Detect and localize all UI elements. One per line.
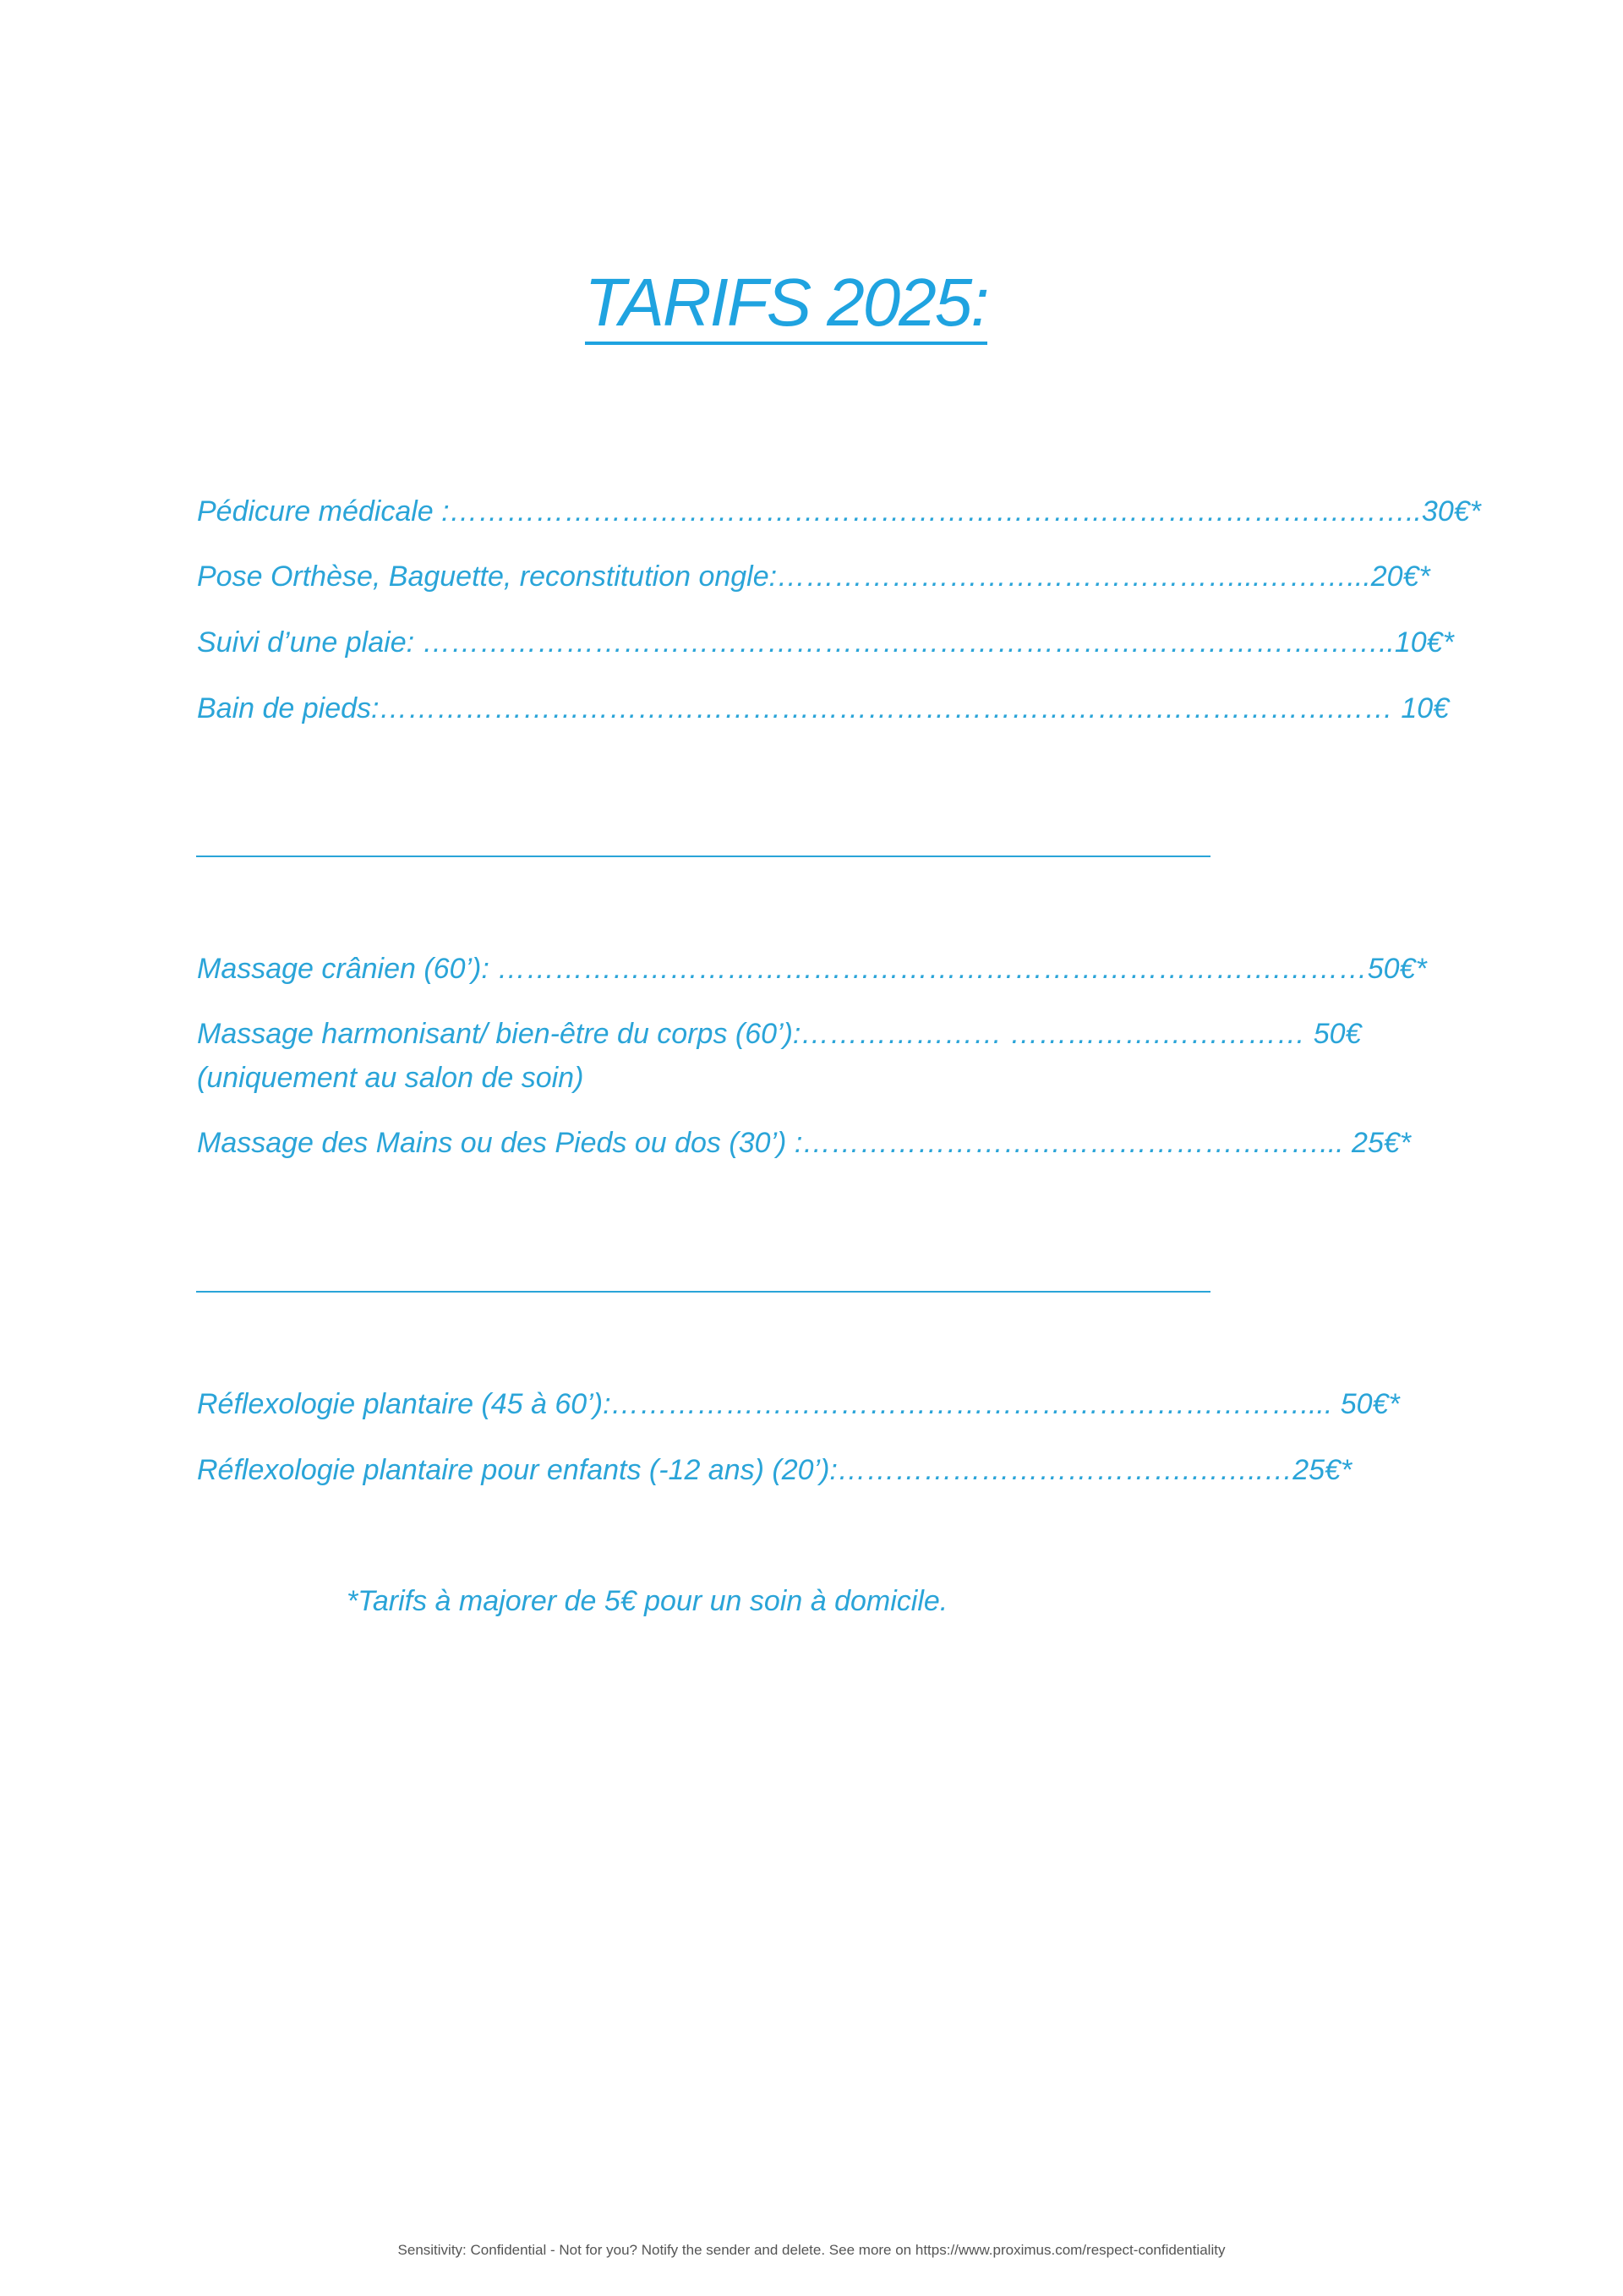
page-title [0,265,1572,345]
price-line-orthese: Pose Orthèse, Baguette, reconstitution ongle:…………………………………………...………...20€* [197,560,1430,593]
section-divider [196,1291,1210,1293]
price-line-note-salon: (uniquement au salon de soin) [197,1062,584,1094]
price-line-pedicure: Pédicure médicale :………………………………………………………………………………….……..30€* [197,495,1481,528]
price-line-plaie: Suivi d’une plaie: ………………………………………………………………………………….……..10€* [197,626,1454,659]
home-care-note: *Tarifs à majorer de 5€ pour un soin à domicile. [347,1585,948,1617]
price-line-massage-cranien: Massage crânien (60’): ……………………………………………………………………….………50€* [197,953,1427,985]
price-line-reflexologie-enfants: Réflexologie plantaire pour enfants (-12 ans) (20’):……………………………….……..…25€* [197,1454,1352,1486]
price-line-bain-pieds: Bain de pieds:……………………………………………………………………………………….…… 10€ [197,692,1450,724]
price-line-reflexologie: Réflexologie plantaire (45 à 60’):……………………………………………………………….... 50€* [197,1388,1400,1420]
price-line-massage-harmonisant: Massage harmonisant/ bien-être du corps (60’):………………… …………….…………… 50€ [197,1018,1362,1050]
page-title-text: TARIFS 2025: [585,269,988,345]
confidentiality-footer: Sensitivity: Confidential - Not for you? Notify the sender and delete. See more on https://www.proximus.com/respect-confidentiality [397,2242,1226,2258]
section-divider [196,856,1210,857]
price-line-massage-mains: Massage des Mains ou des Pieds ou dos (30’) :………………………………………………... 25€* [197,1127,1412,1159]
